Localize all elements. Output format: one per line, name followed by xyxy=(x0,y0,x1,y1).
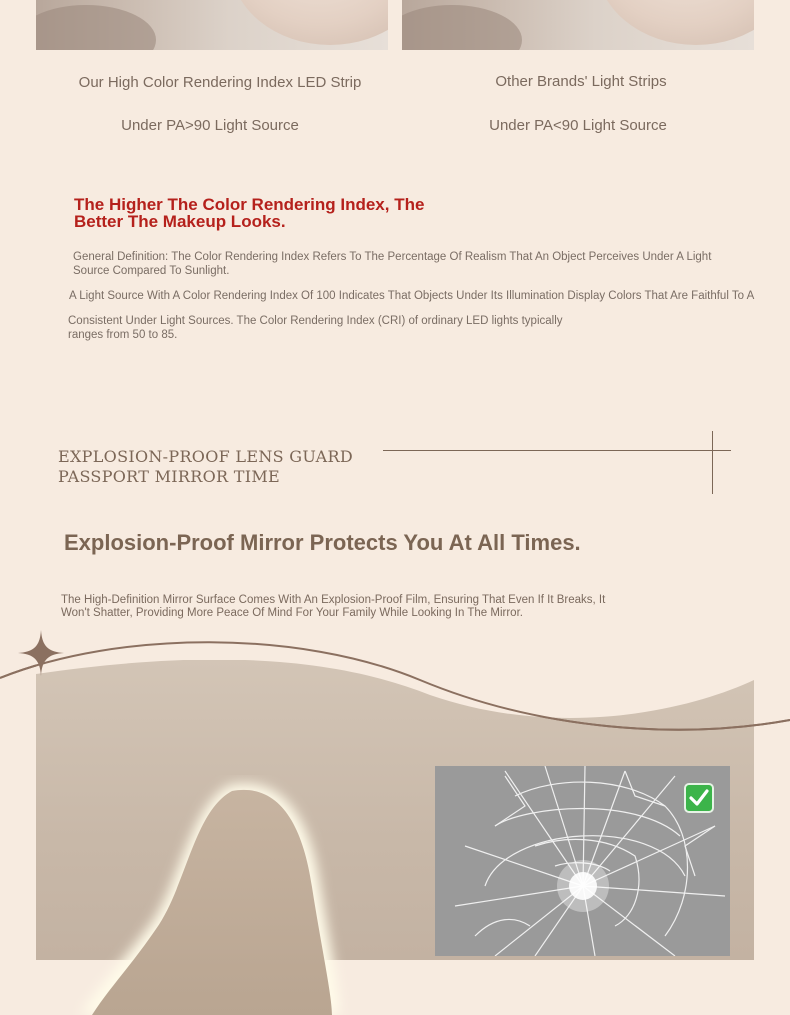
heading-divider-vertical xyxy=(712,431,713,494)
cri-definition: General Definition: The Color Rendering Index Refers To The Percentage Of Realism That An Object Perceives Under A Light Source Compared To Sunlight. xyxy=(73,251,712,277)
cri-line-3: Consistent Under Light Sources. The Color Rendering Index (CRI) of ordinary LED lights typically ranges from 50 to 85. xyxy=(68,315,563,341)
check-icon xyxy=(684,783,714,813)
mirror-image xyxy=(40,775,370,1015)
comparison-photo-right xyxy=(402,0,754,50)
left-caption: Our High Color Rendering Index LED Strip xyxy=(78,74,362,91)
right-subcaption: Under PA<90 Light Source xyxy=(489,117,667,134)
section-heading xyxy=(58,447,353,487)
cri-title: The Higher The Color Rendering Index, The Better The Makeup Looks. xyxy=(74,195,425,231)
heading-divider-horizontal xyxy=(383,450,731,451)
sparkle-icon xyxy=(18,630,64,676)
section-heading-line-2: PASSPORT MIRROR TIME xyxy=(58,467,280,486)
decorative-curves xyxy=(0,620,790,750)
right-caption: Other Brands' Light Strips xyxy=(495,73,667,90)
section-heading-line-1: EXPLOSION-PROOF LENS GUARD xyxy=(58,447,353,466)
comparison-photo-left xyxy=(36,0,388,50)
cri-line-2: A Light Source With A Color Rendering Index Of 100 Indicates That Objects Under Its Illumination Display Colors That Are Faithful To A xyxy=(69,290,755,302)
left-subcaption: Under PA>90 Light Source xyxy=(121,117,299,134)
explosion-title: Explosion-Proof Mirror Protects You At All Times. xyxy=(64,530,581,555)
explosion-description: The High-Definition Mirror Surface Comes With An Explosion-Proof Film, Ensuring That Even If It Breaks, It Won't Shatter, Providing More Peace Of Mind For Your Family While Looking In The Mirror. xyxy=(61,594,606,619)
